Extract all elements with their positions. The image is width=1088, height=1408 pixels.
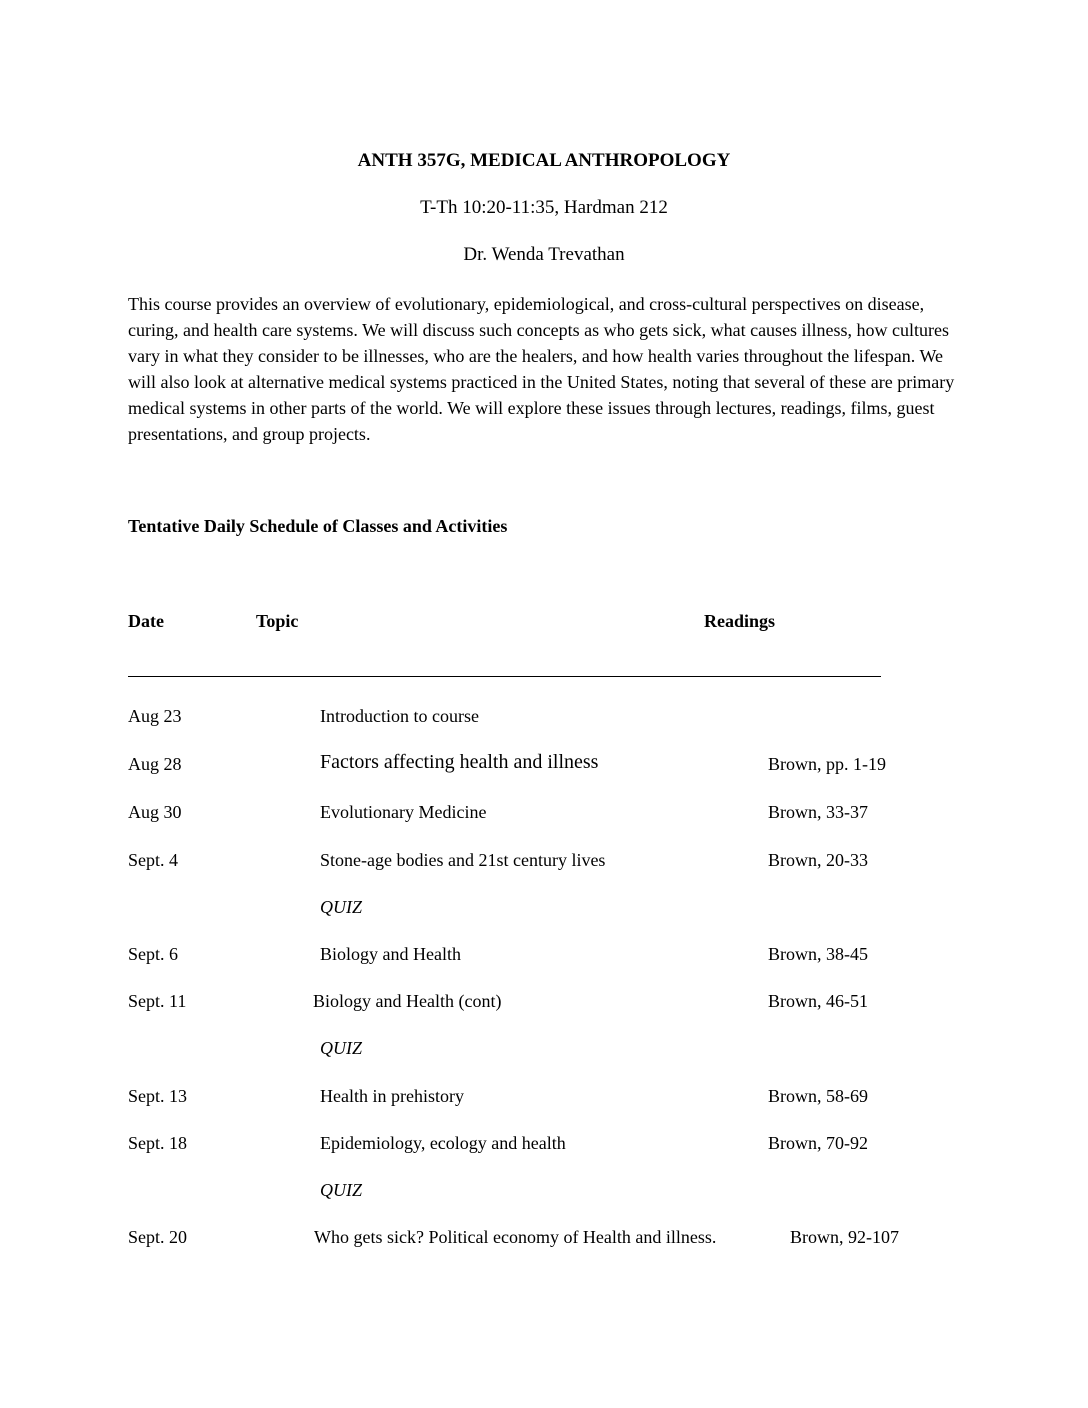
quiz-label: QUIZ: [320, 1038, 363, 1058]
schedule-heading: Tentative Daily Schedule of Classes and Activities: [128, 516, 508, 536]
row-topic: Biology and Health: [320, 944, 461, 964]
row-topic: Who gets sick? Political economy of Health and illness.: [314, 1227, 717, 1247]
row-date: Sept. 4: [128, 850, 179, 870]
row-topic: Stone-age bodies and 21st century lives: [320, 850, 606, 870]
header-divider: [128, 676, 881, 677]
course-title: ANTH 357G, MEDICAL ANTHROPOLOGY: [357, 150, 731, 171]
quiz-label: QUIZ: [320, 897, 363, 917]
course-description: This course provides an overview of evolutionary, epidemiological, and cross-cultural perspectives on disease, curing, and health care systems. We will discuss such concepts as who gets sick, what causes illness, how cultures vary in what they consider to be illnesses, who are the healers, and how health varies throughout the lifespan. We will also look at alternative medical systems practiced in the United States, noting that several of these are primary medical systems in other parts of the world. We will explore these issues through lectures, readings, films, guest presentations, and group projects.: [128, 294, 955, 444]
row-readings: Brown, pp. 1-19: [768, 754, 886, 774]
instructor-name: Dr. Wenda Trevathan: [463, 244, 625, 265]
row-readings: Brown, 46-51: [768, 991, 868, 1011]
column-header-readings: Readings: [704, 611, 776, 631]
column-header-date: Date: [128, 611, 164, 631]
row-date: Sept. 11: [128, 991, 187, 1011]
row-readings: Brown, 33-37: [768, 802, 868, 822]
row-topic: Health in prehistory: [320, 1086, 464, 1106]
row-topic: Introduction to course: [320, 706, 479, 726]
meeting-info: T-Th 10:20-11:35, Hardman 212: [420, 197, 668, 218]
row-topic: Biology and Health (cont): [313, 991, 502, 1011]
row-readings: Brown, 20-33: [768, 850, 868, 870]
row-date: Sept. 18: [128, 1133, 188, 1153]
quiz-label: QUIZ: [320, 1180, 363, 1200]
row-readings: Brown, 38-45: [768, 944, 868, 964]
row-date: Aug 30: [128, 802, 182, 822]
row-date: Sept. 13: [128, 1086, 188, 1106]
row-date: Aug 28: [128, 754, 182, 774]
row-readings: Brown, 92-107: [790, 1227, 899, 1247]
row-date: Aug 23: [128, 706, 182, 726]
row-readings: Brown, 70-92: [768, 1133, 868, 1153]
row-date: Sept. 20: [128, 1227, 188, 1247]
row-date: Sept. 6: [128, 944, 179, 964]
row-topic: Evolutionary Medicine: [320, 802, 487, 822]
row-readings: Brown, 58-69: [768, 1086, 868, 1106]
row-topic: Epidemiology, ecology and health: [320, 1133, 566, 1153]
row-topic: Factors affecting health and illness: [320, 751, 599, 773]
column-header-topic: Topic: [256, 611, 299, 631]
